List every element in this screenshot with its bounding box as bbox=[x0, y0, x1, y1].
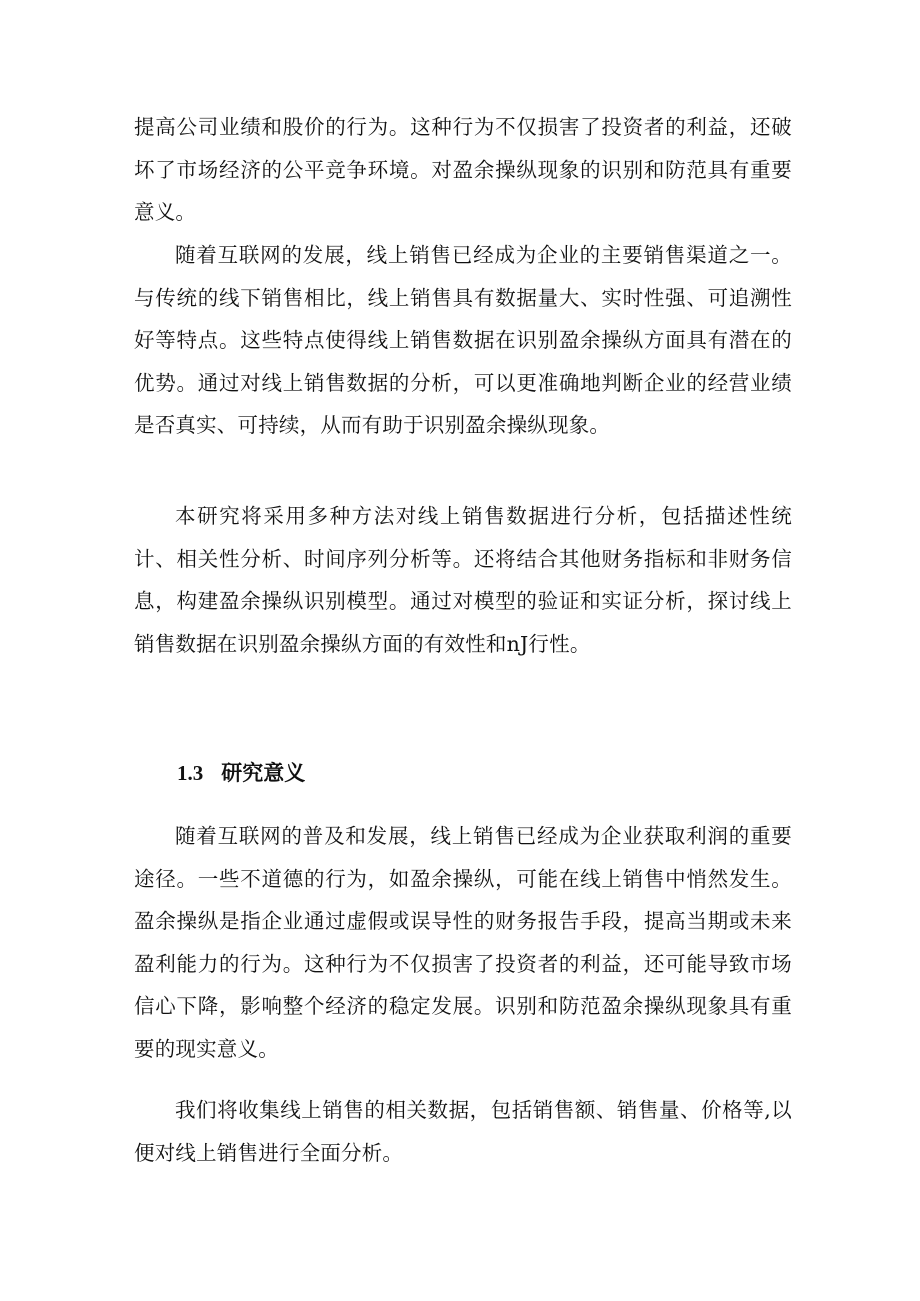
paragraph-continued: 提高公司业绩和股价的行为。这种行为不仅损害了投资者的利益，还破坏了市场经济的公平竞争环境。对盈余操纵现象的识别和防范具有重要意义。 bbox=[134, 115, 792, 224]
paragraph-online-sales: 随着互联网的发展，线上销售已经成为企业的主要销售渠道之一。与传统的线下销售相比，线上销售具有数据量大、实时性强、可追溯性好等特点。这些特点使得线上销售数据在识别盈余操纵方面具有潜在的优势。通过对线上销售数据的分析，可以更准确地判断企业的经营业绩是否真实、可持续，从而有助于识别盈余操纵现象。 bbox=[134, 243, 792, 437]
section-number: 1.3 bbox=[177, 761, 204, 785]
paragraph-data-collection: 我们将收集线上销售的相关数据，包括销售额、销售量、价格等,以便对线上销售进行全面分析。 bbox=[134, 1098, 792, 1165]
paragraph-research-methods: 本研究将采用多种方法对线上销售数据进行分析，包括描述性统计、相关性分析、时间序列分析等。还将结合其他财务指标和非财务信息，构建盈余操纵识别模型。通过对模型的验证和实证分析，探讨线上销售数据在识别盈余操纵方面的有效性和nJ行性。 bbox=[134, 504, 792, 656]
paragraph-significance: 随着互联网的普及和发展，线上销售已经成为企业获取利润的重要途径。一些不道德的行为，如盈余操纵，可能在线上销售中悄然发生。盈余操纵是指企业通过虚假或误导性的财务报告手段，提高当期或未来盈利能力的行为。这种行为不仅损害了投资者的利益，还可能导致市场信心下降，影响整个经济的稳定发展。识别和防范盈余操纵现象具有重要的现实意义。 bbox=[134, 824, 792, 1061]
section-heading bbox=[177, 758, 305, 788]
section-title: 研究意义 bbox=[221, 761, 306, 785]
